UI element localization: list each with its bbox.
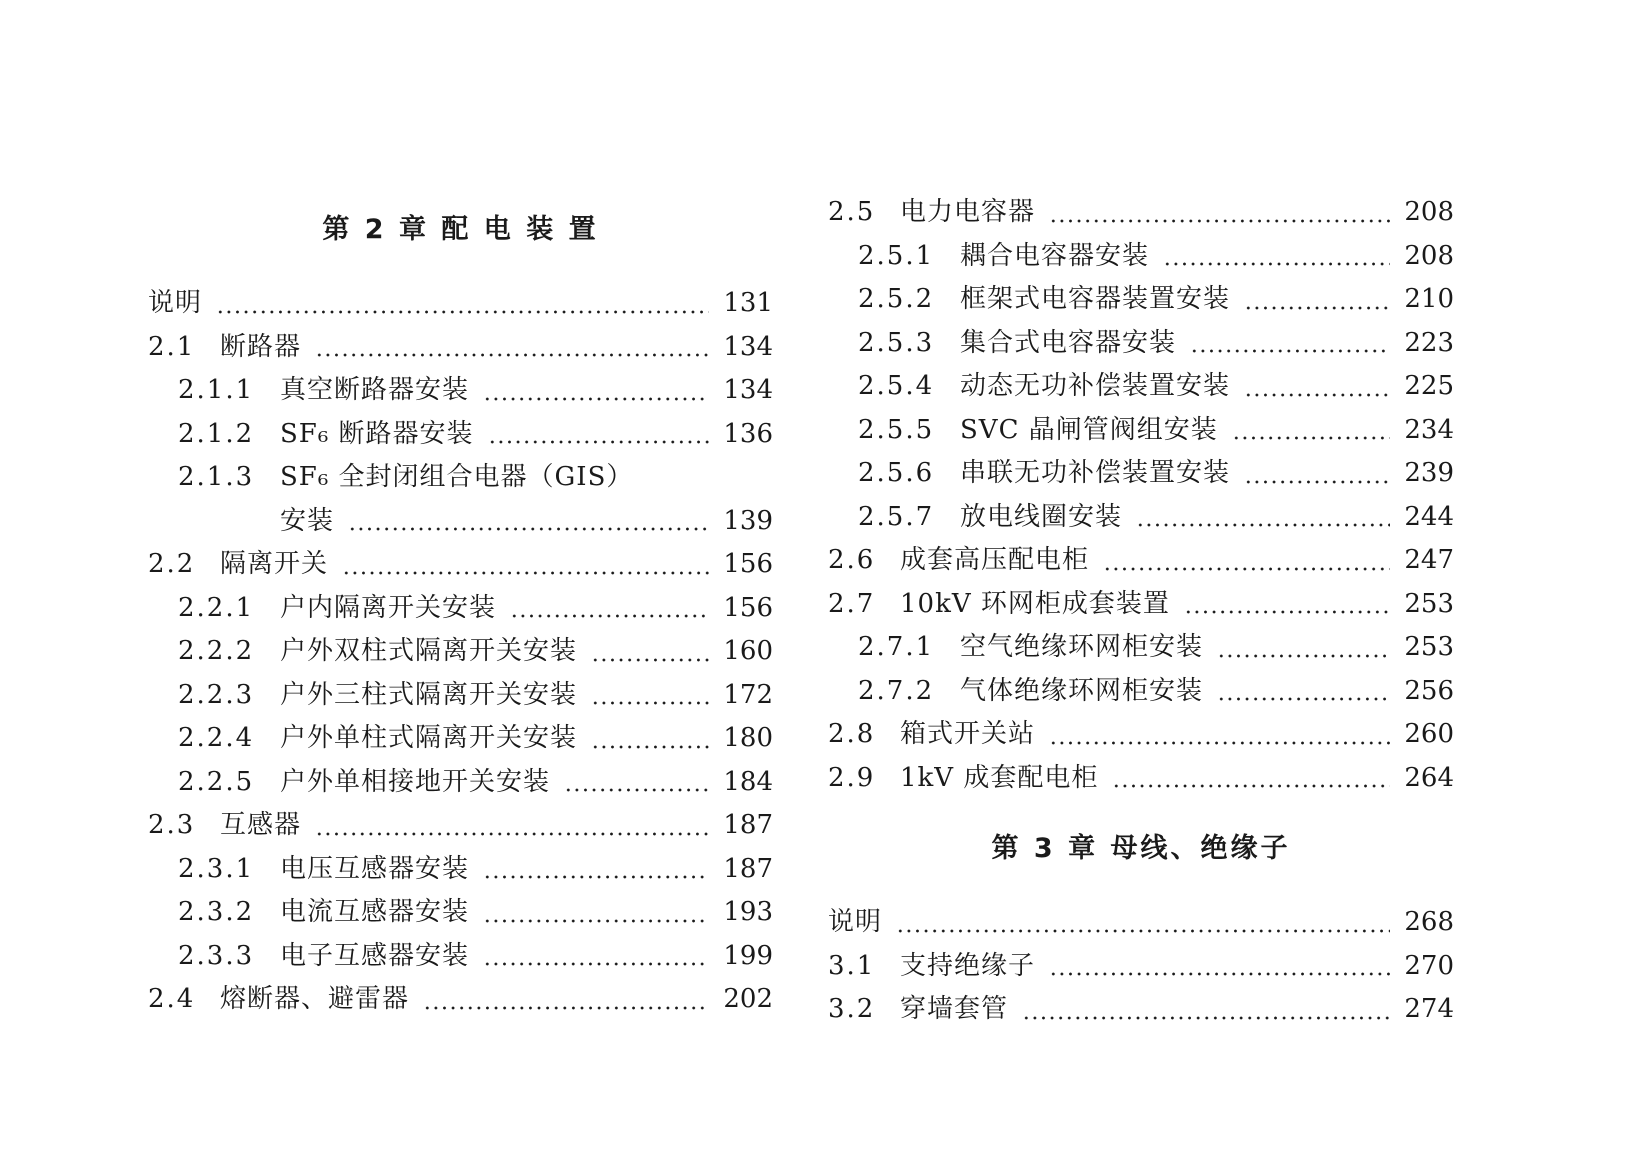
toc-entry-number: 3.1 [828,950,876,981]
toc-entry-number: 2.3.3 [178,940,255,971]
toc-entry[interactable] [828,496,1454,540]
toc-entry-number: 3.2 [828,994,876,1024]
toc-entry-page-number: 270 [1404,950,1454,981]
toc-entry-number: 2.2.1 [178,592,255,623]
dot-leader [1049,219,1390,223]
toc-entry[interactable] [148,804,773,848]
toc-entry-number: 2.5.4 [858,371,935,401]
toc-entry-number: 2.5.3 [858,327,935,358]
toc-entry[interactable] [828,235,1454,279]
toc-entry[interactable] [148,761,773,805]
toc-entry-page-number: 134 [723,375,773,405]
toc-entry[interactable] [148,891,773,935]
dot-leader [1163,262,1390,266]
dot-leader [423,1006,709,1010]
toc-entry-number: 2.5.6 [858,458,935,488]
toc-entry[interactable] [828,409,1454,453]
toc-entry-page-number: 156 [723,549,773,579]
toc-entry-title: 电力电容器 [900,197,1036,227]
toc-entry-page-number: 172 [723,679,773,710]
toc-entry-number: 2.5.7 [858,501,935,532]
toc-entry[interactable] [828,988,1454,1032]
dot-leader [216,310,709,314]
toc-entry[interactable] [148,674,773,718]
toc-entry-page-number: 187 [723,810,773,840]
toc-entry-page-number: 180 [723,723,773,753]
toc-entry-page-number: 274 [1404,994,1454,1024]
toc-entry-number: 2.1 [148,331,196,362]
toc-entry[interactable] [828,626,1454,670]
chapter-3-title: 第 3 章 母线、绝缘子 [991,833,1291,864]
dot-leader [1022,1016,1390,1020]
toc-entry-number: 2.2 [148,549,196,579]
toc-entry-title: 隔离开关 [220,549,329,579]
toc-entry-page-number: 253 [1404,632,1454,662]
toc-entry-number: 2.3.2 [178,897,255,927]
chapter-3-entries [828,901,1454,1032]
toc-entry-title: 户内隔离开关安装 [280,592,497,623]
dot-leader [591,745,709,749]
toc-entry-number: 2.7.1 [858,632,935,662]
toc-entry-page-number: 264 [1404,762,1454,793]
toc-entry-title: 真空断路器安装 [280,375,470,405]
toc-entry-page-number: 208 [1404,240,1454,271]
toc-entry-title: SVC 晶闸管阀组安装 [960,414,1218,445]
toc-entry-title: 户外单相接地开关安装 [280,766,551,797]
toc-entry-number: 2.8 [828,719,876,749]
dot-leader [1049,741,1390,745]
dot-leader [315,353,709,357]
dot-leader [896,929,1390,933]
toc-entry-title: 户外三柱式隔离开关安装 [280,679,578,710]
toc-entry-title: 电流互感器安装 [280,897,470,927]
toc-entry-number: 2.1.1 [178,375,255,405]
dot-leader [1103,567,1390,571]
dot-leader [1244,480,1390,484]
dot-leader [510,614,709,618]
toc-entry-page-number: 202 [723,984,773,1014]
dot-leader [1184,610,1390,614]
toc-entry[interactable] [828,278,1454,322]
toc-entry-title: 框架式电容器装置安装 [960,284,1231,314]
toc-entry-title: 串联无功补偿装置安装 [960,458,1231,488]
toc-entry-title: 10kV 环网柜成套装置 [900,588,1170,619]
toc-entry-title: 成套高压配电柜 [900,545,1090,575]
toc-entry[interactable] [148,935,773,979]
toc-entry-page-number: 160 [723,636,773,666]
dot-leader [488,440,710,444]
dot-leader [1049,972,1390,976]
toc-entry-number: 2.3.1 [178,853,255,884]
toc-entry-number: 2.6 [828,545,876,575]
toc-entry[interactable] [148,587,773,631]
toc-entry-number: 2.2.3 [178,679,255,710]
toc-entry-title: 熔断器、避雷器 [220,984,410,1014]
toc-entry-page-number: 239 [1404,458,1454,488]
toc-entry-title: 动态无功补偿装置安装 [960,371,1231,401]
toc-entry-number: 2.3 [148,810,196,840]
dot-leader [1244,393,1390,397]
toc-entry[interactable] [828,901,1454,945]
toc-entry-page-number: 268 [1404,907,1454,937]
toc-entry-title: 1kV 成套配电柜 [900,762,1099,793]
toc-entry[interactable] [828,583,1454,627]
toc-entry-title: 电压互感器安装 [280,853,470,884]
dot-leader [564,788,709,792]
toc-entry-page-number: 134 [723,331,773,362]
toc-entry-page-number: 247 [1404,545,1454,575]
toc-entry-number: 2.7.2 [858,675,935,706]
toc-entry[interactable] [828,713,1454,757]
toc-entry[interactable] [148,717,773,761]
toc-entry[interactable] [828,757,1454,801]
dot-leader [1232,436,1391,440]
toc-entry-title: 穿墙套管 [900,994,1009,1024]
toc-entry-page-number: 139 [723,505,773,536]
toc-entry-number: 2.5 [828,197,876,227]
toc-entry-title: SF₆ 断路器安装 [280,418,474,449]
toc-entry-title: SF₆ 全封闭组合电器（GIS） [280,462,634,492]
toc-entry[interactable] [148,978,773,1022]
toc-entry[interactable] [148,413,773,457]
toc-entry-title: 断路器 [220,331,302,362]
toc-entry-title: 电子互感器安装 [280,940,470,971]
dot-leader [1244,306,1390,310]
dot-leader [1217,654,1390,658]
toc-entry-title: 空气绝缘环网柜安装 [960,632,1204,662]
toc-entry-title: 耦合电容器安装 [960,240,1150,271]
toc-entry[interactable] [828,945,1454,989]
toc-entry[interactable] [828,365,1454,409]
dot-leader [342,571,709,575]
toc-entry[interactable] [148,326,773,370]
dot-leader [483,875,709,879]
toc-entry[interactable] [148,500,773,544]
toc-entry-page-number: 131 [723,288,773,318]
toc-right-column [828,191,1454,1032]
toc-entry-page-number: 136 [723,418,773,449]
toc-entry-page-number: 234 [1404,414,1454,445]
toc-entry-title: 户外双柱式隔离开关安装 [280,636,578,666]
toc-entry-number: 2.2.2 [178,636,255,666]
toc-entry-title: 互感器 [220,810,302,840]
toc-entry-page-number: 260 [1404,719,1454,749]
toc-entry-number: 2.7 [828,588,876,619]
toc-entry-title: 气体绝缘环网柜安装 [960,675,1204,706]
toc-entry[interactable] [828,191,1454,235]
toc-entry-page-number: 184 [723,766,773,797]
toc-entry-title: 集合式电容器安装 [960,327,1177,358]
chapter-2-entries-part2 [828,191,1454,800]
toc-entry-number: 2.5.1 [858,240,935,271]
toc-entry-number: 2.4 [148,984,196,1014]
dot-leader [1190,349,1390,353]
toc-entry[interactable] [828,452,1454,496]
dot-leader [348,527,709,531]
toc-entry[interactable] [148,543,773,587]
toc-entry-title: 说明 [148,288,203,318]
dot-leader [483,919,709,923]
chapter-2-title: 第 2 章 配 电 装 置 [322,214,599,245]
toc-entry-page-number: 256 [1404,675,1454,706]
dot-leader [483,962,709,966]
chapter-2-entries-part1 [148,282,773,1022]
toc-entry-title: 支持绝缘子 [900,950,1036,981]
toc-entry-number: 2.1.3 [178,462,255,492]
dot-leader [483,397,709,401]
toc-entry[interactable] [148,848,773,892]
toc-entry-page-number: 210 [1404,284,1454,314]
toc-entry-title: 放电线圈安装 [960,501,1123,532]
toc-entry-title: 说明 [828,907,883,937]
toc-entry-page-number: 225 [1404,371,1454,401]
toc-entry-page-number: 193 [723,897,773,927]
toc-entry-page-number: 253 [1404,588,1454,619]
toc-entry-page-number: 223 [1404,327,1454,358]
toc-entry[interactable] [148,456,773,500]
toc-entry-number: 2.2.4 [178,723,255,753]
toc-entry[interactable] [828,322,1454,366]
toc-entry-number: 2.5.5 [858,414,935,445]
toc-entry-number: 2.2.5 [178,766,255,797]
toc-entry-page-number: 199 [723,940,773,971]
toc-entry-page-number: 187 [723,853,773,884]
toc-entry[interactable] [148,282,773,326]
dot-leader [591,658,709,662]
dot-leader [1112,784,1390,788]
toc-entry-page-number: 244 [1404,501,1454,532]
toc-entry-number: 2.1.2 [178,418,255,449]
toc-entry-title: 户外单柱式隔离开关安装 [280,723,578,753]
toc-left-column [148,200,773,1022]
dot-leader [591,701,709,705]
toc-entry-title: 安装 [280,505,335,536]
toc-entry[interactable] [148,630,773,674]
toc-entry[interactable] [148,369,773,413]
toc-entry-page-number: 208 [1404,197,1454,227]
toc-entry-title: 箱式开关站 [900,719,1036,749]
dot-leader [1217,697,1390,701]
toc-entry-number: 2.5.2 [858,284,935,314]
toc-entry[interactable] [828,670,1454,714]
dot-leader [1136,523,1390,527]
toc-entry[interactable] [828,539,1454,583]
toc-entry-page-number: 156 [723,592,773,623]
toc-entry-number: 2.9 [828,762,876,793]
dot-leader [315,832,709,836]
